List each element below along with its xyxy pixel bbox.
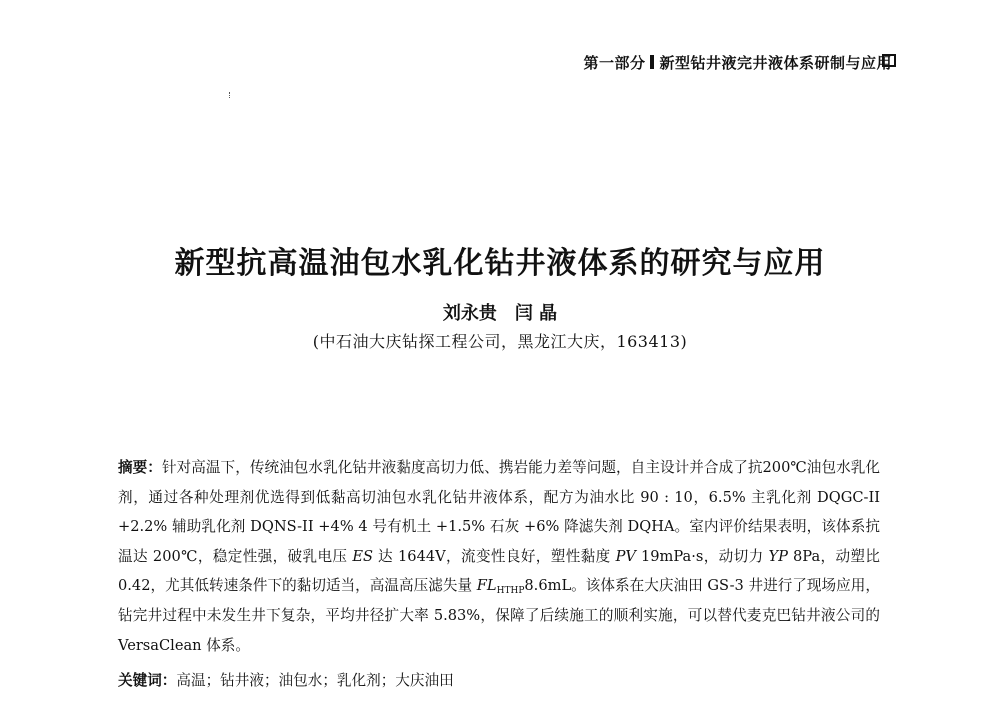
fl-symbol: FL [476, 577, 497, 595]
keywords-line [118, 666, 880, 696]
keywords-text: 高温；钻井液；油包水；乳化剂；大庆油田 [176, 672, 454, 689]
paper-title: 新型抗高温油包水乳化钻井液体系的研究与应用 [174, 246, 826, 281]
abstract-text-1: 针对高温下，传统油包水乳化钻井液黏度高切力低、携岩能力差等问题，自主设计并合成了抗200℃油包水乳化剂，通过各种处理剂优选得到低黏高切油包水乳化钻井液体系，配方为油水比 90 : 10，6.5% 主乳化剂 DQGC-II +2.2% 辅助乳化剂 DQNS-II +4% 4 号有机土 +1.5% 石灰 +6% 降滤失剂 DQHA。室内评价结果表明，该体系抗温达 200℃，稳定性强，破乳电压 [118, 459, 880, 565]
abstract-label: 摘要： [118, 459, 162, 476]
running-header-subject: 新型钻井液完井液体系研制与应用 [659, 54, 892, 72]
abstract-text-5: 8.6mL。该体系在大庆油田 GS-3 井进行了现场应用，钻完井过程中未发生井下复杂，平均井径扩大率 5.83%，保障了后续施工的顺利实施，可以替代麦克巴钻井液公司的 VersaClean 体系。 [118, 577, 880, 654]
running-header-section: 第一部分 [583, 54, 646, 72]
yp-symbol: YP [768, 547, 788, 565]
es-symbol: ES [352, 547, 374, 565]
abstract-paragraph [118, 453, 880, 660]
abstract-text-3: 19mPa·s，动切力 [635, 547, 769, 565]
page-number-box [882, 54, 896, 67]
running-header [583, 52, 892, 73]
fl-subscript: HTHP [496, 586, 525, 597]
abstract-text-4: 8Pa，动塑比 0.42，尤其低转速条件下的黏切适当，高温高压滤失量 [118, 547, 880, 595]
keywords-label: 关键词： [118, 672, 177, 689]
paper-authors: 刘永贵 闫 晶 [442, 303, 558, 324]
paper-affiliation: (中石油大庆钻探工程公司，黑龙江大庆，163413) [312, 332, 688, 351]
abstract-text-2: 达 1644V，流变性良好，塑性黏度 [373, 547, 616, 565]
scan-speck [229, 92, 232, 98]
running-header-separator [650, 55, 654, 69]
pv-symbol: PV [615, 547, 636, 565]
